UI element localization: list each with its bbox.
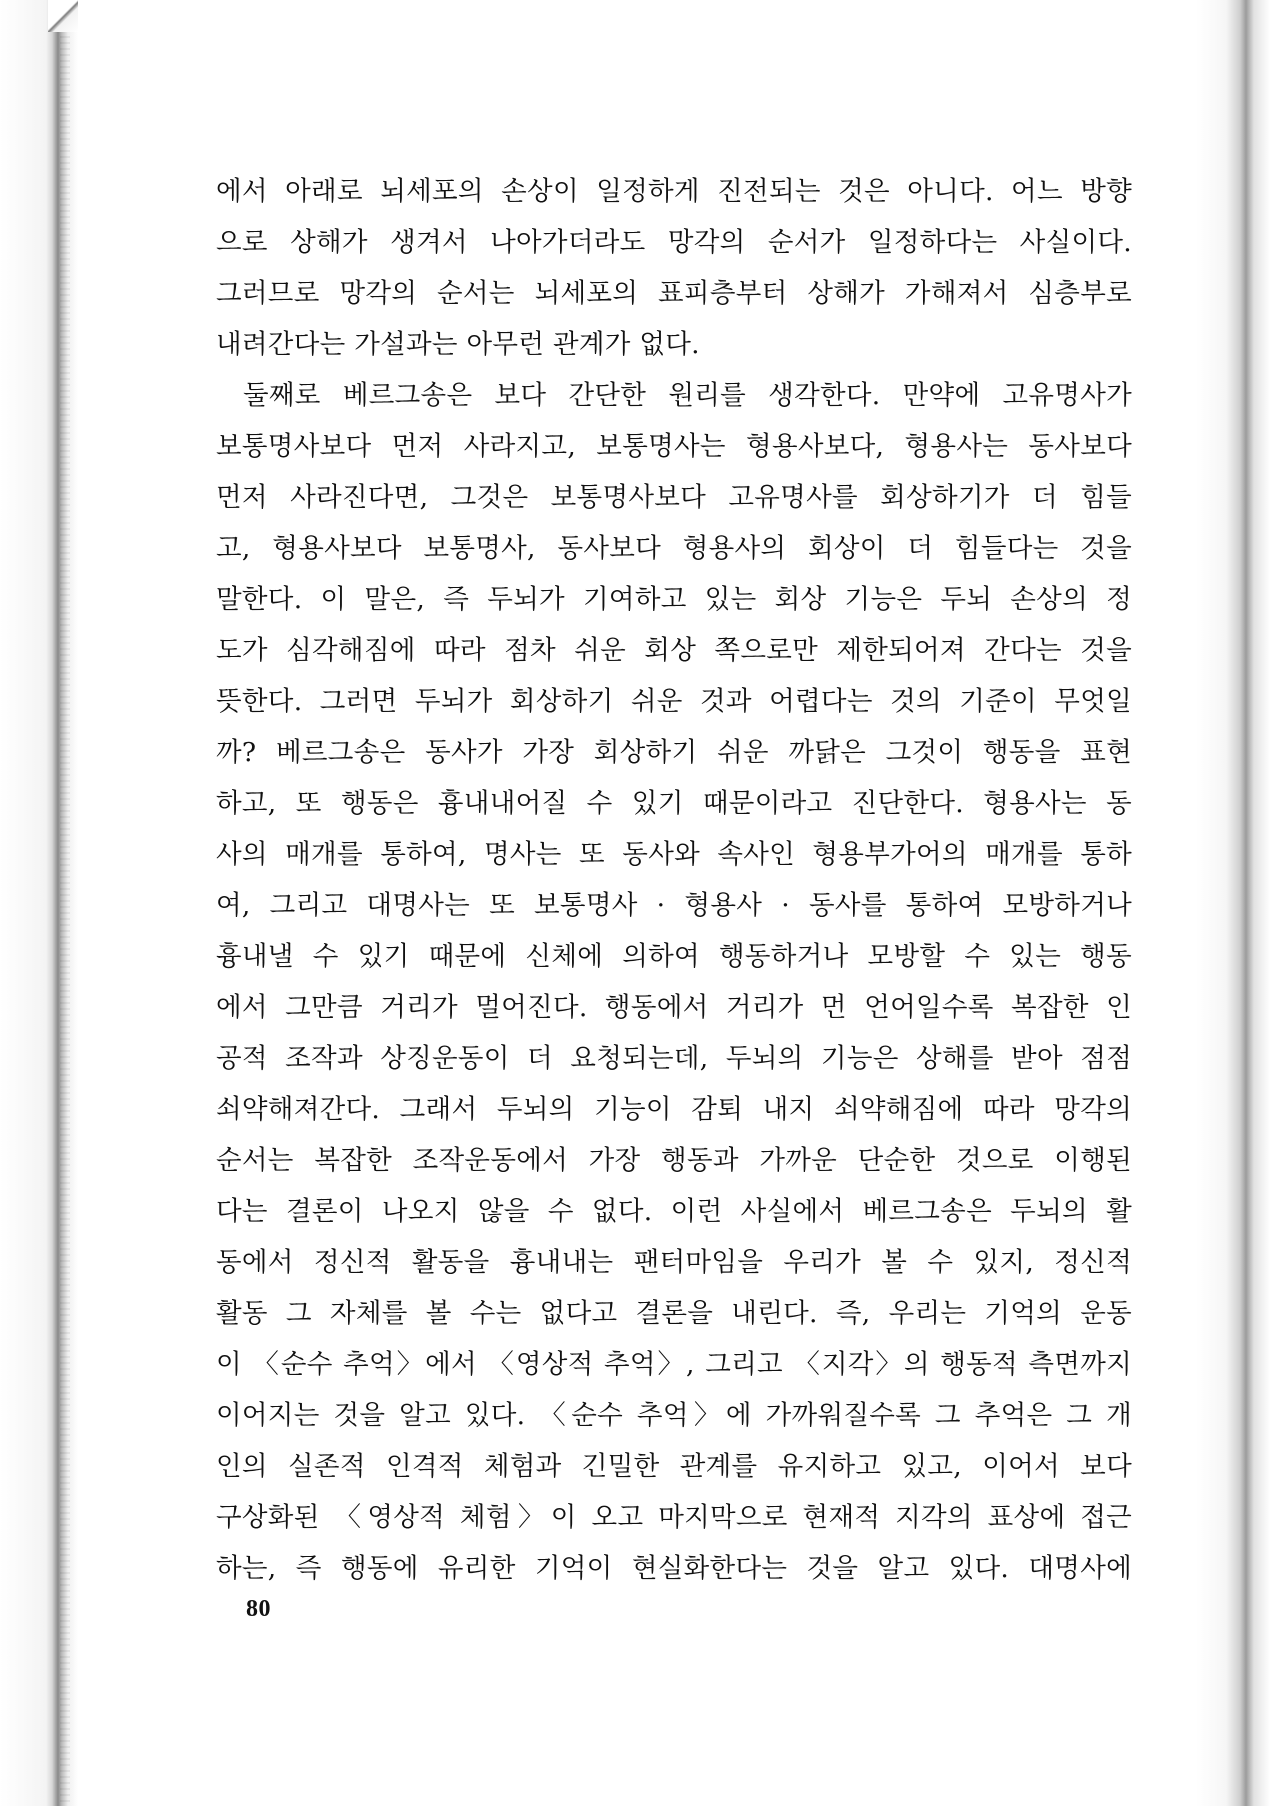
page-edges-texture: [60, 0, 70, 1806]
text-line: 먼저 사라진다면, 그것은 보통명사보다 고유명사를 회상하기가 더 힘들: [216, 482, 1132, 513]
text-line: 보통명사보다 먼저 사라지고, 보통명사는 형용사보다, 형용사는 동사보다: [216, 431, 1132, 462]
text-line: 에서 그만큼 거리가 멀어진다. 행동에서 거리가 먼 언어일수록 복잡한 인: [216, 992, 1132, 1023]
text-line: 둘째로 베르그송은 보다 간단한 원리를 생각한다. 만약에 고유명사가: [243, 380, 1132, 411]
text-line: 에서 아래로 뇌세포의 손상이 일정하게 진전되는 것은 아니다. 어느 방향: [216, 176, 1132, 207]
page-corner-fold: [48, 0, 78, 32]
text-line: 하는, 즉 행동에 유리한 기억이 현실화한다는 것을 알고 있다. 대명사에: [216, 1553, 1132, 1584]
text-line: 활동 그 자체를 볼 수는 없다고 결론을 내린다. 즉, 우리는 기억의 운동: [216, 1298, 1132, 1329]
text-line: 공적 조작과 상징운동이 더 요청되는데, 두뇌의 기능은 상해를 받아 점점: [216, 1043, 1132, 1074]
text-line: 도가 심각해짐에 따라 점차 쉬운 회상 쪽으로만 제한되어져 간다는 것을: [216, 635, 1132, 666]
text-line: 뜻한다. 그러면 두뇌가 회상하기 쉬운 것과 어렵다는 것의 기준이 무엇일: [216, 686, 1132, 717]
text-line: 으로 상해가 생겨서 나아가더라도 망각의 순서가 일정하다는 사실이다.: [216, 227, 1132, 258]
text-line: 구상화된 〈영상적 체험〉이 오고 마지막으로 현재적 지각의 표상에 접근: [216, 1502, 1132, 1533]
text-line: 그러므로 망각의 순서는 뇌세포의 표피층부터 상해가 가해져서 심층부로: [216, 278, 1132, 309]
text-line: 인의 실존적 인격적 체험과 긴밀한 관계를 유지하고 있고, 이어서 보다: [216, 1451, 1132, 1482]
text-line: 흉내낼 수 있기 때문에 신체에 의하여 행동하거나 모방할 수 있는 행동: [216, 941, 1132, 972]
text-line: 이 〈순수 추억〉에서 〈영상적 추억〉, 그리고 〈지각〉의 행동적 측면까지: [216, 1349, 1132, 1380]
text-line: 여, 그리고 대명사는 또 보통명사 · 형용사 · 동사를 통하여 모방하거나: [216, 890, 1132, 921]
text-line: 동에서 정신적 활동을 흉내내는 팬터마임을 우리가 볼 수 있지, 정신적: [216, 1247, 1132, 1278]
body-text: [216, 166, 1132, 1594]
text-line: 하고, 또 행동은 흉내내어질 수 있기 때문이라고 진단한다. 형용사는 동: [216, 788, 1132, 819]
page-number: 80: [246, 1596, 271, 1622]
text-line: 이어지는 것을 알고 있다. 〈순수 추억〉에 가까워질수록 그 추억은 그 개: [216, 1400, 1132, 1431]
text-line: 사의 매개를 통하여, 명사는 또 동사와 속사인 형용부가어의 매개를 통하: [216, 839, 1132, 870]
text-line: 다는 결론이 나오지 않을 수 없다. 이런 사실에서 베르그송은 두뇌의 활: [216, 1196, 1132, 1227]
scan-right-shadow: [1196, 0, 1270, 1806]
text-line: 고, 형용사보다 보통명사, 동사보다 형용사의 회상이 더 힘들다는 것을: [216, 533, 1132, 564]
text-line: 내려간다는 가설과는 아무런 관계가 없다.: [216, 329, 700, 360]
text-line: 말한다. 이 말은, 즉 두뇌가 기여하고 있는 회상 기능은 두뇌 손상의 정: [216, 584, 1132, 615]
text-line: 순서는 복잡한 조작운동에서 가장 행동과 가까운 단순한 것으로 이행된: [216, 1145, 1132, 1176]
text-line: 까? 베르그송은 동사가 가장 회상하기 쉬운 까닭은 그것이 행동을 표현: [216, 737, 1132, 768]
text-line: 쇠약해져간다. 그래서 두뇌의 기능이 감퇴 내지 쇠약해짐에 따라 망각의: [216, 1094, 1132, 1125]
